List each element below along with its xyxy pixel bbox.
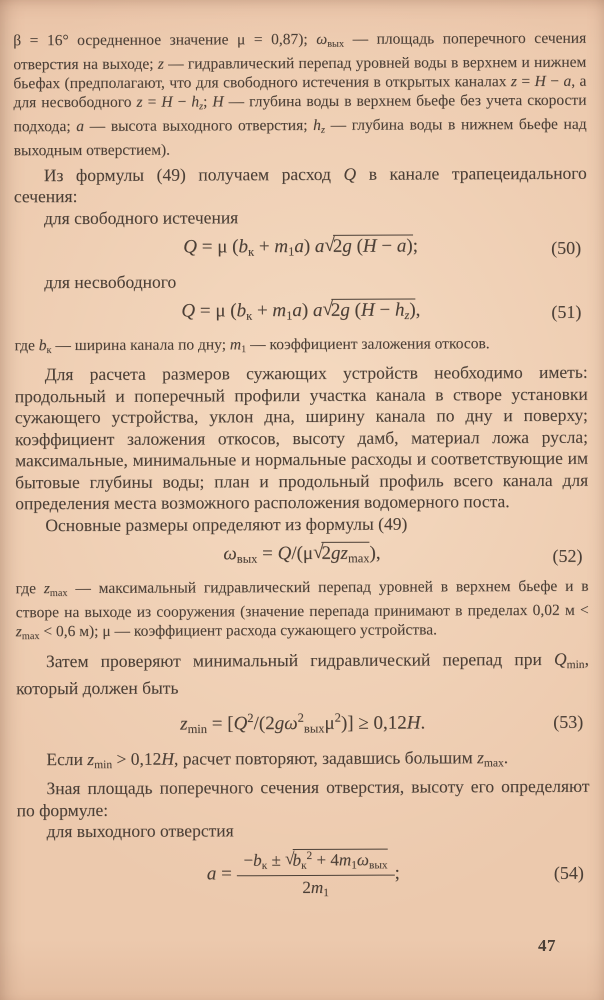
lead-outlet-opening: для выходного отверстия (46, 820, 234, 842)
paragraph-opening-height: Зная площадь поперечного сечения отверстия, высоту его определяют по формуле: (16, 776, 590, 821)
equation-54-body: a = $\frac{-bк \pm √bк^2 + 4m1\omega вых}{2m1}$ ; (206, 849, 400, 899)
note-bk-definition: где bк — ширина канала по дну; m1 — коэффициент заложения откосов. (14, 334, 490, 356)
equation-50-body: Q = μ (bк + m1a) a√2g (H − a); (183, 234, 419, 259)
paragraph-formula49-intro: Из формулы (49) получаем расход Q в канале трапецеидального сечения: (13, 162, 587, 207)
equation-54-number: (54) (553, 863, 584, 884)
equation-53 (16, 705, 589, 742)
lead-free-flow: для свободного истечения (43, 206, 239, 228)
equation-51-body: Q = μ (bк + m1a) a√2g (H − hz), (181, 298, 421, 323)
paragraph-variables-legend: β = 16° осредненное значение μ = 0,87); ωвых — площадь поперечного сечения отверстия на выходе; z — гидравлический перепад уровней воды в верхнем и нижнем бьефах (предполагают, что для свободного истечения в открытых каналах z = H − a, а для несвободного z = H − hz; H — глубина воды в верхнем бьефе без учета скорости подхода; a — высота выходного отверстия; hz — глубина воды в нижнем бьефе над выходным отверстием). (13, 29, 587, 159)
paragraph-design-requirements: Для расчета размеров сужающих устройств необходимо иметь: продольный и поперечный профили участка канала в створе установки сужающего устройства, уклон дна, ширину канала по дну и поверху; коэффициент заложения откосов, высоту дамб, материал ложа русла; максимальные, минимальные и нормальные расходы и соответствующие им бытовые глубины воды; план и продольный профиль всего канала для определения места возможного расположения водомерного поста. (14, 362, 589, 514)
paragraph-check-minimum-head: Затем проверяют минимальный гидравлический перепад при Qmin, который должен быть (15, 648, 589, 699)
equation-52-number: (52) (552, 545, 583, 566)
equation-53-body: $zmin = [Q^2/(2g\omega^2вых\mu^2)] \ge 0,12H$. (180, 710, 426, 737)
page-number: 47 (538, 936, 556, 955)
equation-51-number: (51) (551, 302, 582, 323)
equation-53-number: (53) (553, 712, 584, 733)
equation-50 (14, 234, 587, 265)
paragraph-repeat-calculation: Если zmin > 0,12H, расчет повторяют, задавшись большим zmax. (46, 746, 509, 771)
equation-52 (15, 541, 588, 572)
paragraph-main-dimensions: Основные размеры определяют из формулы (49) (45, 513, 408, 536)
equation-52-body: ωвых = Q/(μ√2gzmax), (223, 542, 381, 567)
equation-51 (14, 298, 587, 329)
note-zmax-definition: где zmax — максимальный гидравлический перепад уровней в верхнем бьефе и в створе на выходе из сооружения (значение перепада принимают в пределах 0,02 м < zmax < 0,6 м); μ — коэффициент расхода сужающего устройства. (15, 577, 589, 642)
equation-50-number: (50) (551, 238, 582, 259)
lead-unfree-flow: для несвободного (44, 271, 177, 292)
equation-54 (17, 848, 590, 901)
